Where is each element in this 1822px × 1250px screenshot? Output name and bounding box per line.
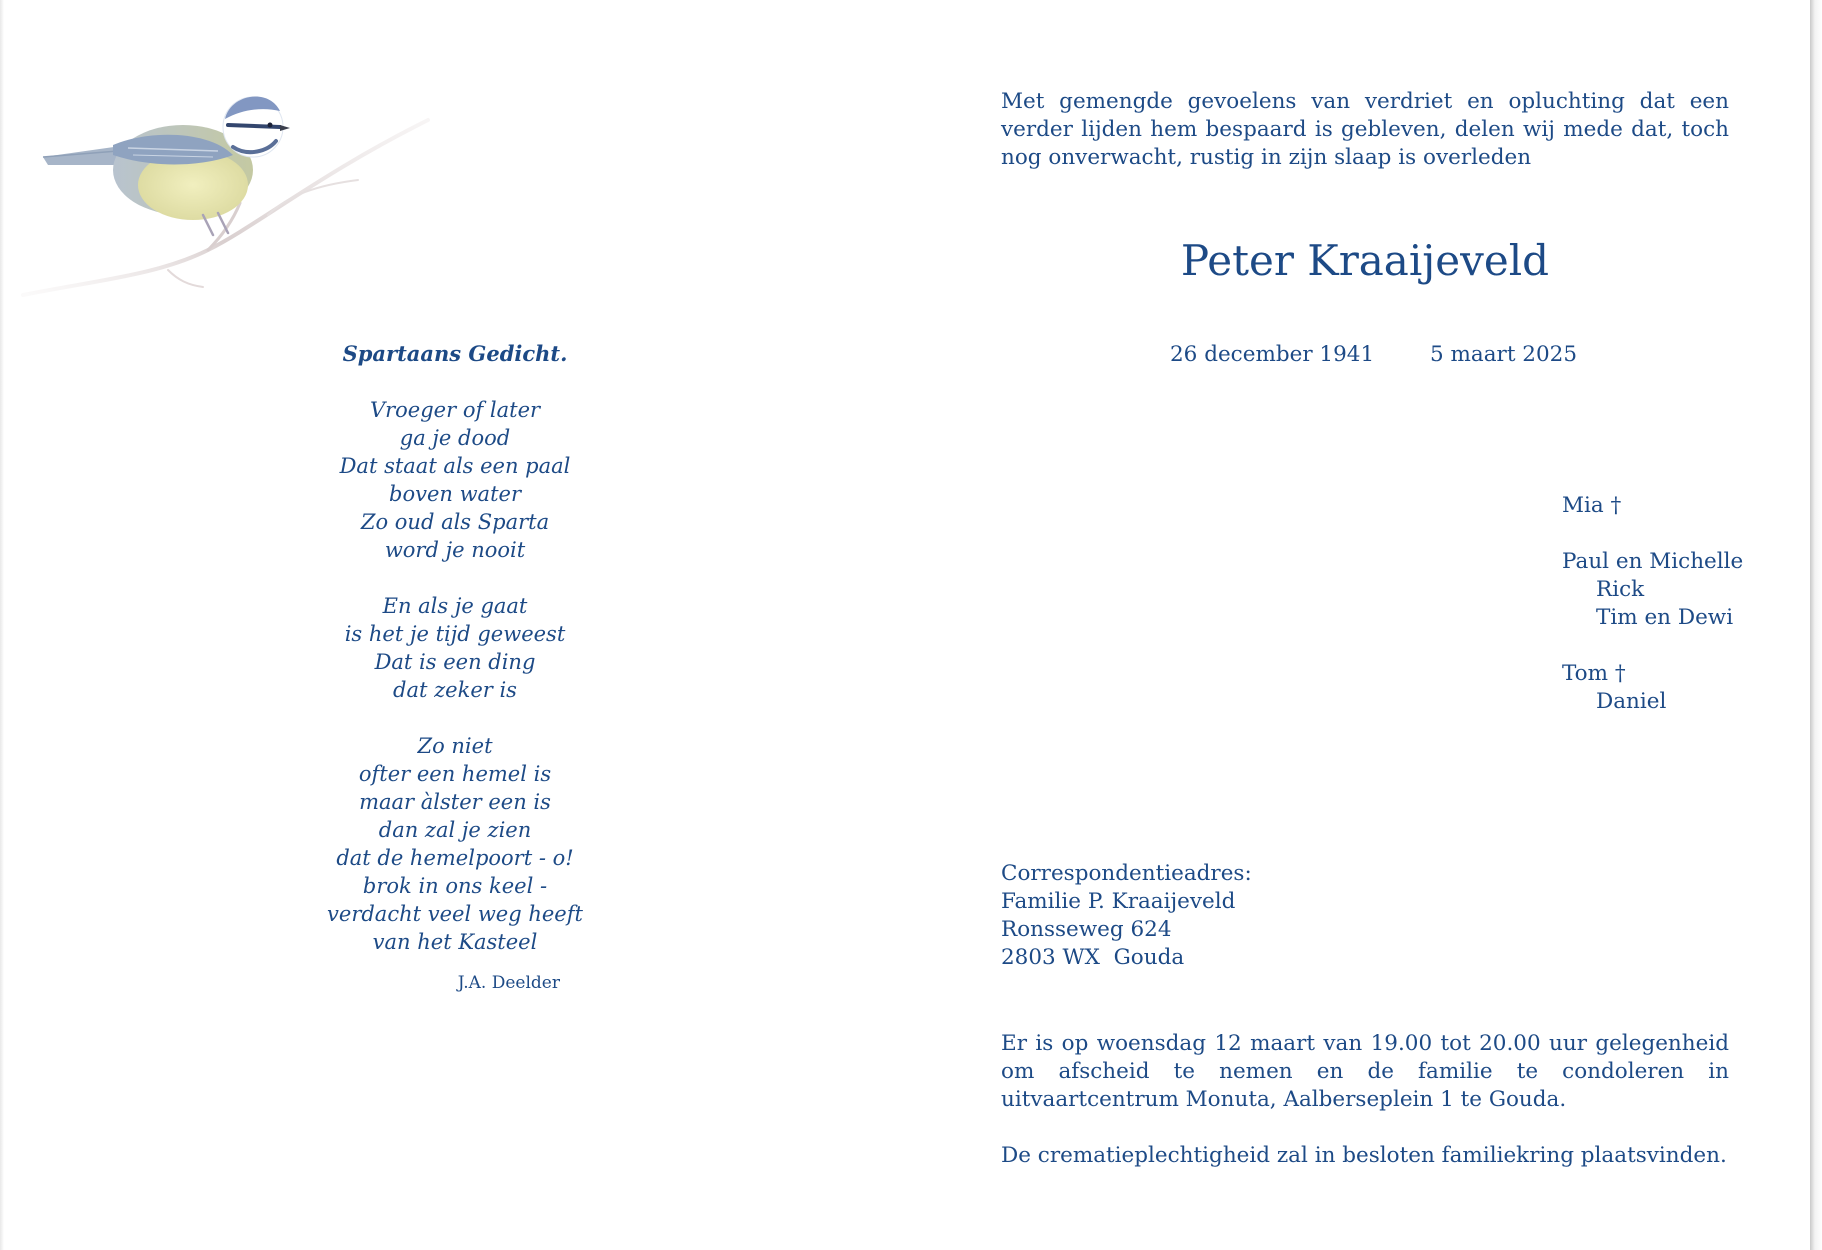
poem-line: dan zal je zien [378,818,532,842]
poem-line: van het Kasteel [372,930,538,954]
address-line: Familie P. Kraaijeveld [1001,889,1236,914]
death-date: 5 maart 2025 [1430,342,1578,367]
poem-line: dat zeker is [393,678,517,702]
family-spouse: Mia † [1562,493,1622,518]
poem-stanza [290,396,620,564]
blue-tit-illustration [18,85,458,325]
poem [290,340,620,956]
poem-stanza [290,592,620,704]
poem-line: Zo oud als Sparta [360,510,550,534]
family-grandchild: Tim en Dewi [1596,605,1734,630]
family-child: Tom † [1562,661,1626,686]
birth-date: 26 december 1941 [1170,342,1375,367]
poem-line: verdacht veel weg heeft [327,902,583,926]
poem-line: Vroeger of later [369,398,541,422]
visitation-text: Er is op woensdag 12 maart van 19.00 tot 20.00 uur gelegenheid om afscheid te nemen en de familie te condoleren in uitvaartcentrum Monuta, Aalberseplein 1 te Gouda. [1001,1031,1729,1112]
poem-line: Dat is een ding [374,650,536,674]
address-line: Ronsseweg 624 [1001,917,1172,942]
family-child: Paul en Michelle [1562,549,1744,574]
poem-title: Spartaans Gedicht. [342,341,568,366]
correspondence-heading: Correspondentieadres: [1001,861,1252,886]
poem-author: J.A. Deelder [457,973,560,993]
poem-line: boven water [389,482,521,506]
page-edge-left [0,0,4,1250]
family-list [1562,492,1743,716]
deceased-name: Peter Kraaijeveld [1180,236,1550,285]
poem-line: word je nooit [384,538,526,562]
poem-stanza [290,732,620,956]
poem-line: is het je tijd geweest [344,622,566,646]
poem-line: Zo niet [417,734,493,758]
poem-line: dat de hemelpoort - o! [336,846,574,870]
poem-line: ga je dood [399,426,511,450]
poem-line: Dat staat als een paal [339,454,571,478]
poem-line: brok in ons keel - [362,874,548,898]
poem-line: En als je gaat [382,594,528,618]
poem-line: maar àlster een is [359,790,551,814]
cremation-text: De crematieplechtigheid zal in besloten familiekring plaatsvinden. [1001,1143,1727,1168]
family-grandchild: Rick [1596,577,1645,602]
page-edge-right [1810,0,1822,1250]
announcement-intro: Met gemengde gevoelens van verdriet en opluchting dat een verder lijden hem bespaard is gebleven, delen wij mede dat, toch nog onverwacht, rustig in zijn slaap is overleden [1001,89,1729,170]
correspondence-address [1001,860,1252,972]
family-grandchild: Daniel [1596,689,1667,714]
poem-line: ofter een hemel is [358,762,552,786]
address-line: 2803 WX Gouda [1001,945,1185,970]
